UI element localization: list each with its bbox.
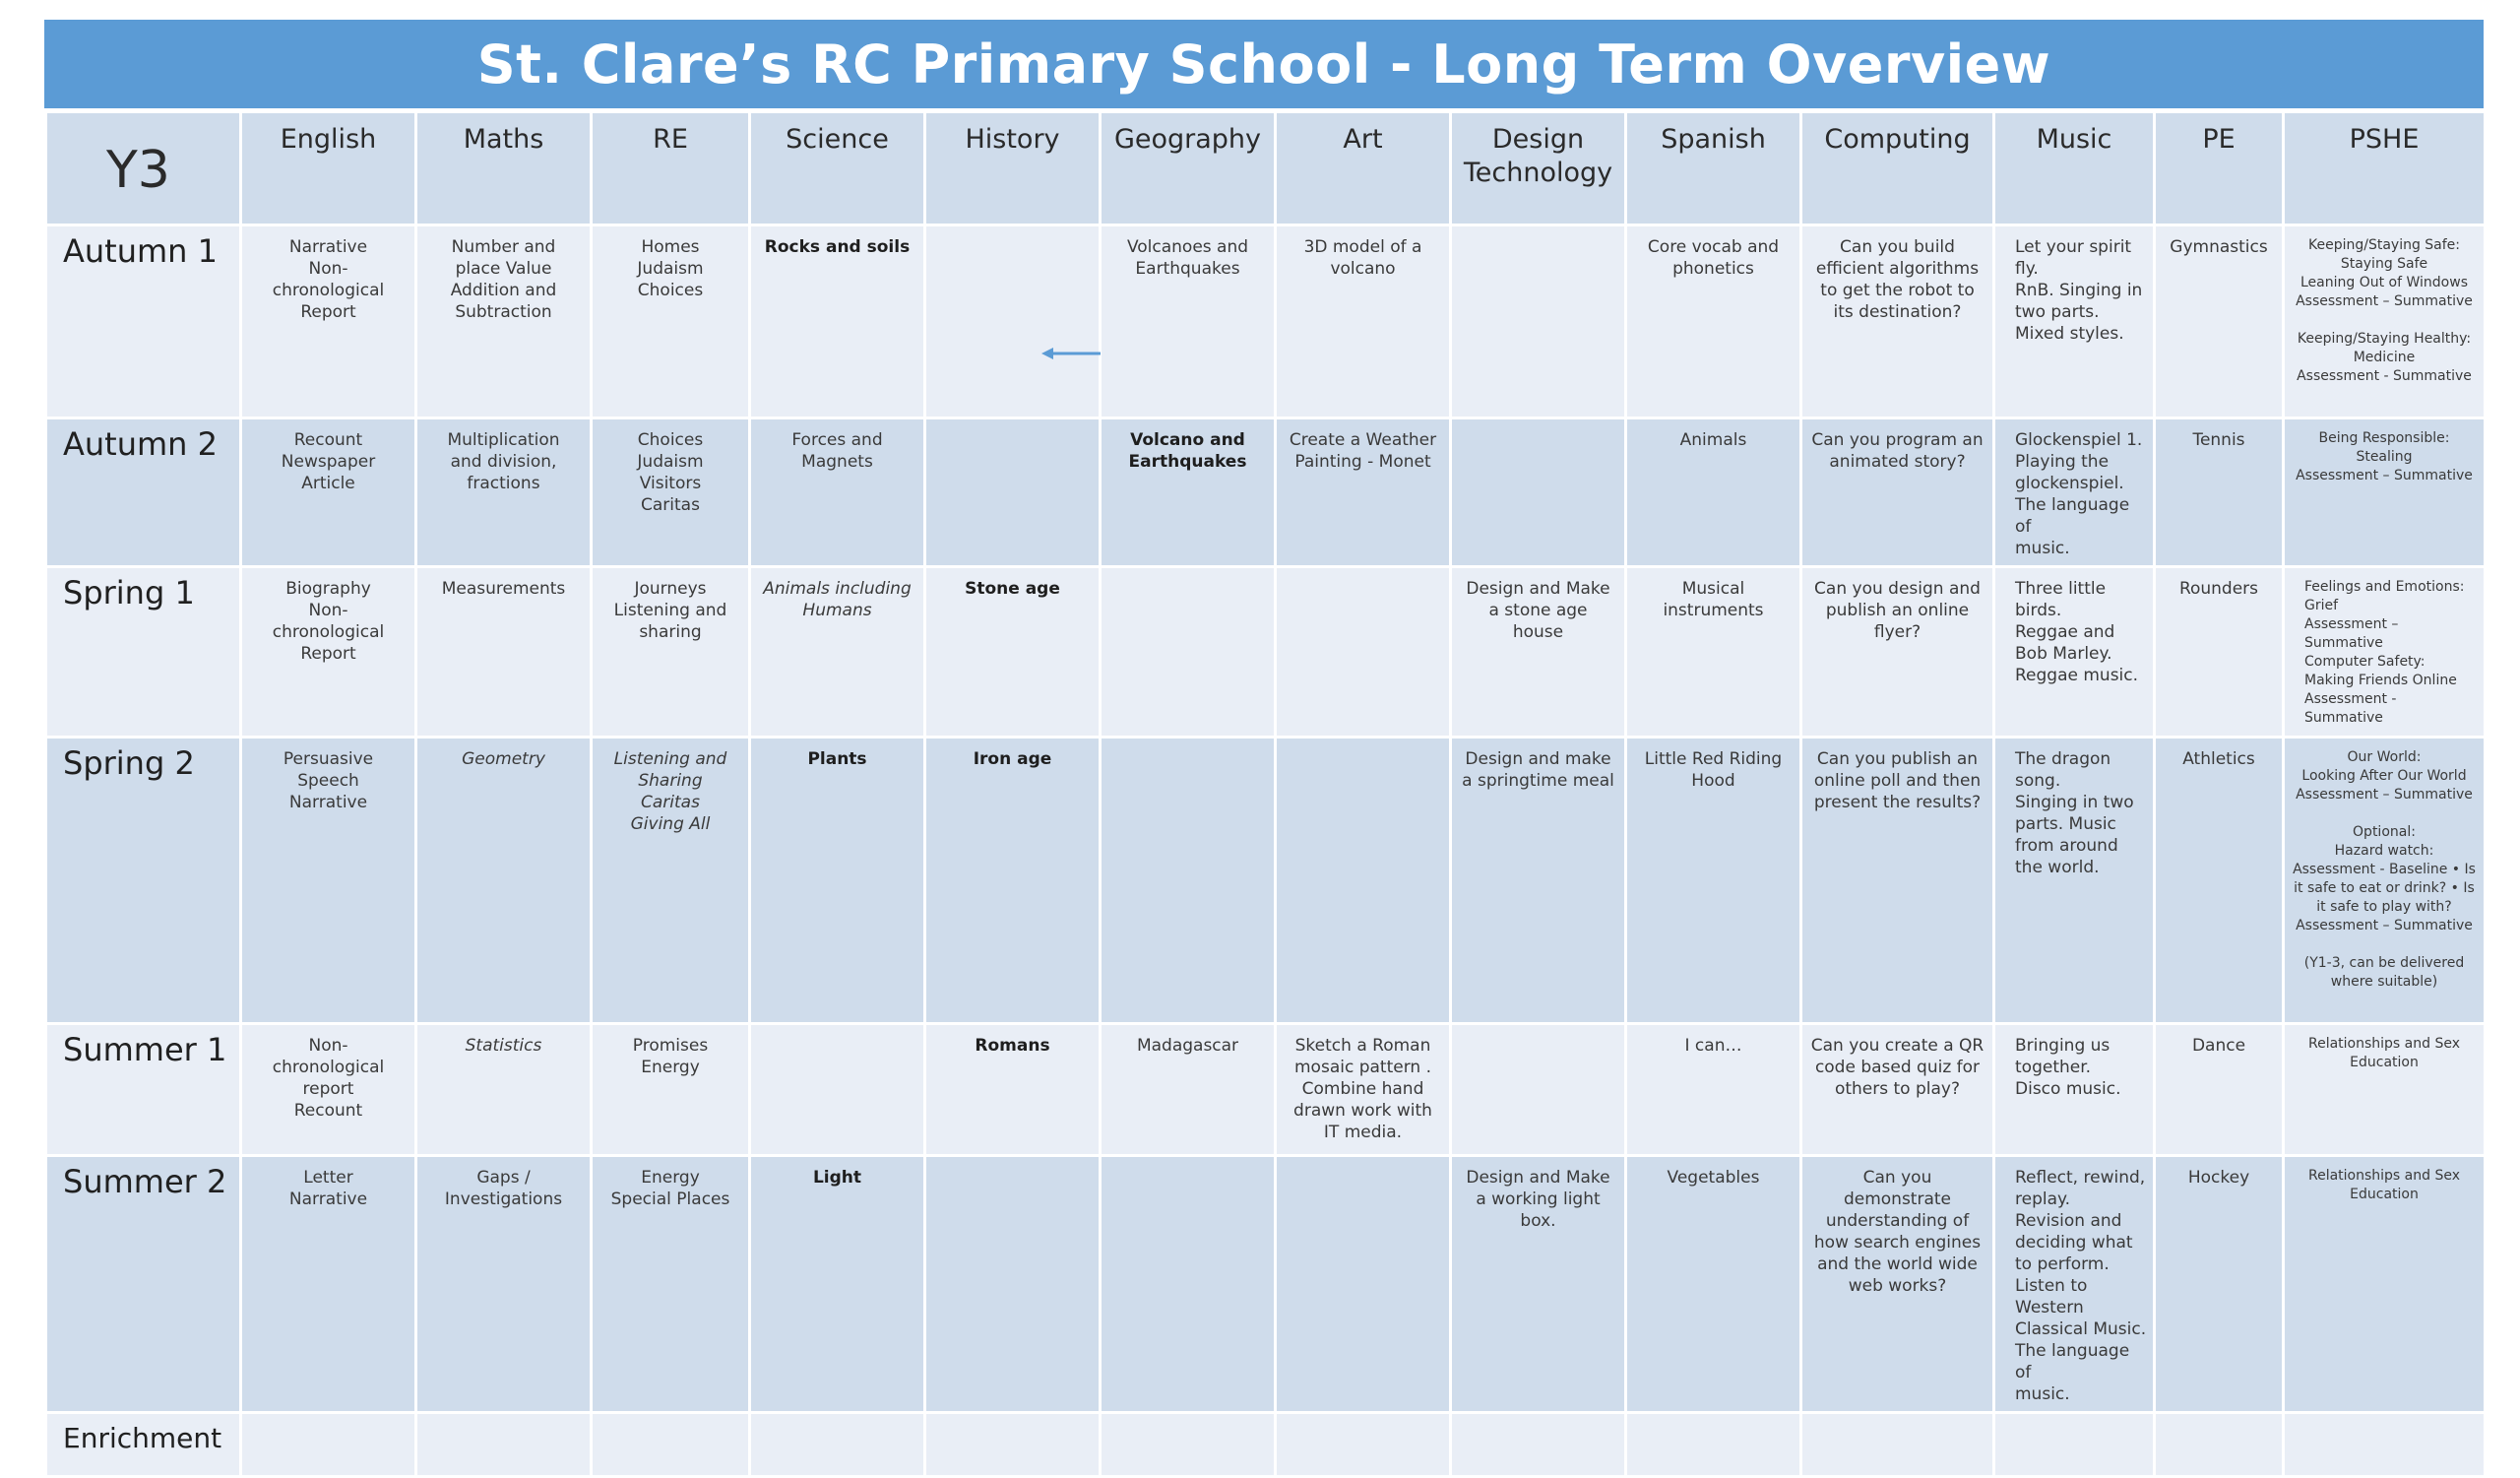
cell-maths: Geometry bbox=[416, 738, 592, 1024]
cell-pshe: Relationships and Sex Education bbox=[2284, 1156, 2486, 1413]
cell-history: Romans bbox=[925, 1024, 1101, 1156]
cell-english: Letter Narrative bbox=[241, 1156, 416, 1413]
cell-geography: Volcanoes and Earthquakes bbox=[1101, 225, 1276, 418]
cell-english: Non- chronological report Recount bbox=[241, 1024, 416, 1156]
cell-pshe: Relationships and Sex Education bbox=[2284, 1024, 2486, 1156]
subject-header-geography: Geography bbox=[1101, 112, 1276, 225]
cell-spanish: I can… bbox=[1626, 1024, 1801, 1156]
cell-geography: Madagascar bbox=[1101, 1024, 1276, 1156]
cell-design-technology bbox=[1451, 225, 1626, 418]
cell-design-technology: Design and Make a stone age house bbox=[1451, 567, 1626, 738]
cell-spanish: Core vocab and phonetics bbox=[1626, 225, 1801, 418]
subject-header-english: English bbox=[241, 112, 416, 225]
term-label: Autumn 1 bbox=[46, 225, 241, 418]
cell-english: Narrative Non- chronological Report bbox=[241, 225, 416, 418]
cell-computing: Can you build efficient algorithms to get the robot to its destination? bbox=[1801, 225, 1994, 418]
cell-music: Reflect, rewind, replay. Revision and deciding what to perform. Listen to Western Classical Music. The language of music. bbox=[1994, 1156, 2155, 1413]
subject-header-spanish: Spanish bbox=[1626, 112, 1801, 225]
term-row-spring-1 bbox=[46, 567, 2486, 738]
cell-science bbox=[750, 1024, 925, 1156]
cell-pshe: Being Responsible: Stealing Assessment – Summative bbox=[2284, 418, 2486, 567]
cell-maths: Gaps / Investigations bbox=[416, 1156, 592, 1413]
cell-science: Plants bbox=[750, 738, 925, 1024]
cell-computing: Can you publish an online poll and then present the results? bbox=[1801, 738, 1994, 1024]
cell-spanish: Vegetables bbox=[1626, 1156, 1801, 1413]
cell-computing bbox=[1801, 1413, 1994, 1477]
cell-pe bbox=[2155, 1413, 2284, 1477]
cell-re: Listening and Sharing Caritas Giving All bbox=[592, 738, 750, 1024]
cell-science: Forces and Magnets bbox=[750, 418, 925, 567]
cell-history bbox=[925, 1156, 1101, 1413]
cell-design-technology bbox=[1451, 1024, 1626, 1156]
term-row-summer-2 bbox=[46, 1156, 2486, 1413]
cell-history bbox=[925, 1413, 1101, 1477]
cell-pshe bbox=[2284, 1413, 2486, 1477]
cell-music bbox=[1994, 1413, 2155, 1477]
subject-header-computing: Computing bbox=[1801, 112, 1994, 225]
cell-spanish: Animals bbox=[1626, 418, 1801, 567]
cell-computing: Can you design and publish an online flyer? bbox=[1801, 567, 1994, 738]
year-label: Y3 bbox=[46, 112, 241, 225]
cell-english: Biography Non- chronological Report bbox=[241, 567, 416, 738]
cell-pe: Rounders bbox=[2155, 567, 2284, 738]
cell-maths: Statistics bbox=[416, 1024, 592, 1156]
subject-header-pe: PE bbox=[2155, 112, 2284, 225]
cell-art bbox=[1276, 1413, 1451, 1477]
term-row-autumn-1 bbox=[46, 225, 2486, 418]
cell-art: 3D model of a volcano bbox=[1276, 225, 1451, 418]
cell-maths: Measurements bbox=[416, 567, 592, 738]
cell-computing: Can you program an animated story? bbox=[1801, 418, 1994, 567]
arrow-left-icon bbox=[1041, 346, 1102, 361]
cell-pe: Hockey bbox=[2155, 1156, 2284, 1413]
cell-science: Animals including Humans bbox=[750, 567, 925, 738]
cell-re: Choices Judaism Visitors Caritas bbox=[592, 418, 750, 567]
cell-spanish: Musical instruments bbox=[1626, 567, 1801, 738]
subject-header-history: History bbox=[925, 112, 1101, 225]
term-label: Autumn 2 bbox=[46, 418, 241, 567]
term-row-enrichment bbox=[46, 1413, 2486, 1477]
cell-re: Promises Energy bbox=[592, 1024, 750, 1156]
subject-header-design-technology: Design Technology bbox=[1451, 112, 1626, 225]
cell-english: Persuasive Speech Narrative bbox=[241, 738, 416, 1024]
cell-art bbox=[1276, 567, 1451, 738]
cell-design-technology bbox=[1451, 1413, 1626, 1477]
term-row-spring-2 bbox=[46, 738, 2486, 1024]
cell-maths bbox=[416, 1413, 592, 1477]
cell-history: Iron age bbox=[925, 738, 1101, 1024]
cell-music: Glockenspiel 1. Playing the glockenspiel. The language of music. bbox=[1994, 418, 2155, 567]
subject-header-science: Science bbox=[750, 112, 925, 225]
term-label: Spring 2 bbox=[46, 738, 241, 1024]
cell-art: Create a Weather Painting - Monet bbox=[1276, 418, 1451, 567]
cell-geography bbox=[1101, 1156, 1276, 1413]
cell-pshe: Feelings and Emotions: Grief Assessment – Summative Computer Safety: Making Friends Online Assessment - Summative bbox=[2284, 567, 2486, 738]
cell-re: Energy Special Places bbox=[592, 1156, 750, 1413]
term-row-autumn-2 bbox=[46, 418, 2486, 567]
cell-design-technology: Design and make a springtime meal bbox=[1451, 738, 1626, 1024]
cell-pe: Dance bbox=[2155, 1024, 2284, 1156]
overview-table bbox=[44, 110, 2487, 1478]
subject-header-music: Music bbox=[1994, 112, 2155, 225]
cell-history: Stone age bbox=[925, 567, 1101, 738]
term-label: Summer 2 bbox=[46, 1156, 241, 1413]
cell-spanish: Little Red Riding Hood bbox=[1626, 738, 1801, 1024]
cell-music: Bringing us together. Disco music. bbox=[1994, 1024, 2155, 1156]
cell-art bbox=[1276, 738, 1451, 1024]
cell-music: The dragon song. Singing in two parts. Music from around the world. bbox=[1994, 738, 2155, 1024]
cell-pe: Athletics bbox=[2155, 738, 2284, 1024]
page-title: St. Clare’s RC Primary School - Long Term Overview bbox=[44, 20, 2484, 108]
cell-history bbox=[925, 225, 1101, 418]
cell-english: Recount Newspaper Article bbox=[241, 418, 416, 567]
cell-maths: Number and place Value Addition and Subtraction bbox=[416, 225, 592, 418]
cell-science bbox=[750, 1413, 925, 1477]
cell-geography bbox=[1101, 738, 1276, 1024]
term-label: Spring 1 bbox=[46, 567, 241, 738]
cell-history bbox=[925, 418, 1101, 567]
cell-art bbox=[1276, 1156, 1451, 1413]
term-label: Enrichment bbox=[46, 1413, 241, 1477]
cell-re: Homes Judaism Choices bbox=[592, 225, 750, 418]
subject-header-pshe: PSHE bbox=[2284, 112, 2486, 225]
cell-pshe: Our World: Looking After Our World Assessment – Summative Optional: Hazard watch: Assessment - Baseline • Is it safe to eat or drink? • Is it safe to play with? Assessment – Summative (Y1-3, can be delivered where suitable) bbox=[2284, 738, 2486, 1024]
cell-pshe: Keeping/Staying Safe: Staying Safe Leaning Out of Windows Assessment – Summative Keeping/Staying Healthy: Medicine Assessment - Summative bbox=[2284, 225, 2486, 418]
header-row bbox=[46, 112, 2486, 225]
cell-re: Journeys Listening and sharing bbox=[592, 567, 750, 738]
cell-geography: Volcano and Earthquakes bbox=[1101, 418, 1276, 567]
term-row-summer-1 bbox=[46, 1024, 2486, 1156]
subject-header-re: RE bbox=[592, 112, 750, 225]
subject-header-art: Art bbox=[1276, 112, 1451, 225]
cell-pe: Tennis bbox=[2155, 418, 2284, 567]
cell-art: Sketch a Roman mosaic pattern . Combine hand drawn work with IT media. bbox=[1276, 1024, 1451, 1156]
cell-science: Rocks and soils bbox=[750, 225, 925, 418]
cell-computing: Can you create a QR code based quiz for others to play? bbox=[1801, 1024, 1994, 1156]
cell-spanish bbox=[1626, 1413, 1801, 1477]
term-label: Summer 1 bbox=[46, 1024, 241, 1156]
cell-design-technology bbox=[1451, 418, 1626, 567]
cell-geography bbox=[1101, 567, 1276, 738]
cell-design-technology: Design and Make a working light box. bbox=[1451, 1156, 1626, 1413]
cell-re bbox=[592, 1413, 750, 1477]
cell-english bbox=[241, 1413, 416, 1477]
cell-computing: Can you demonstrate understanding of how search engines and the world wide web works? bbox=[1801, 1156, 1994, 1413]
cell-music: Three little birds. Reggae and Bob Marley. Reggae music. bbox=[1994, 567, 2155, 738]
cell-maths: Multiplication and division, fractions bbox=[416, 418, 592, 567]
cell-music: Let your spirit fly. RnB. Singing in two parts. Mixed styles. bbox=[1994, 225, 2155, 418]
subject-header-maths: Maths bbox=[416, 112, 592, 225]
cell-geography bbox=[1101, 1413, 1276, 1477]
cell-pe: Gymnastics bbox=[2155, 225, 2284, 418]
cell-science: Light bbox=[750, 1156, 925, 1413]
